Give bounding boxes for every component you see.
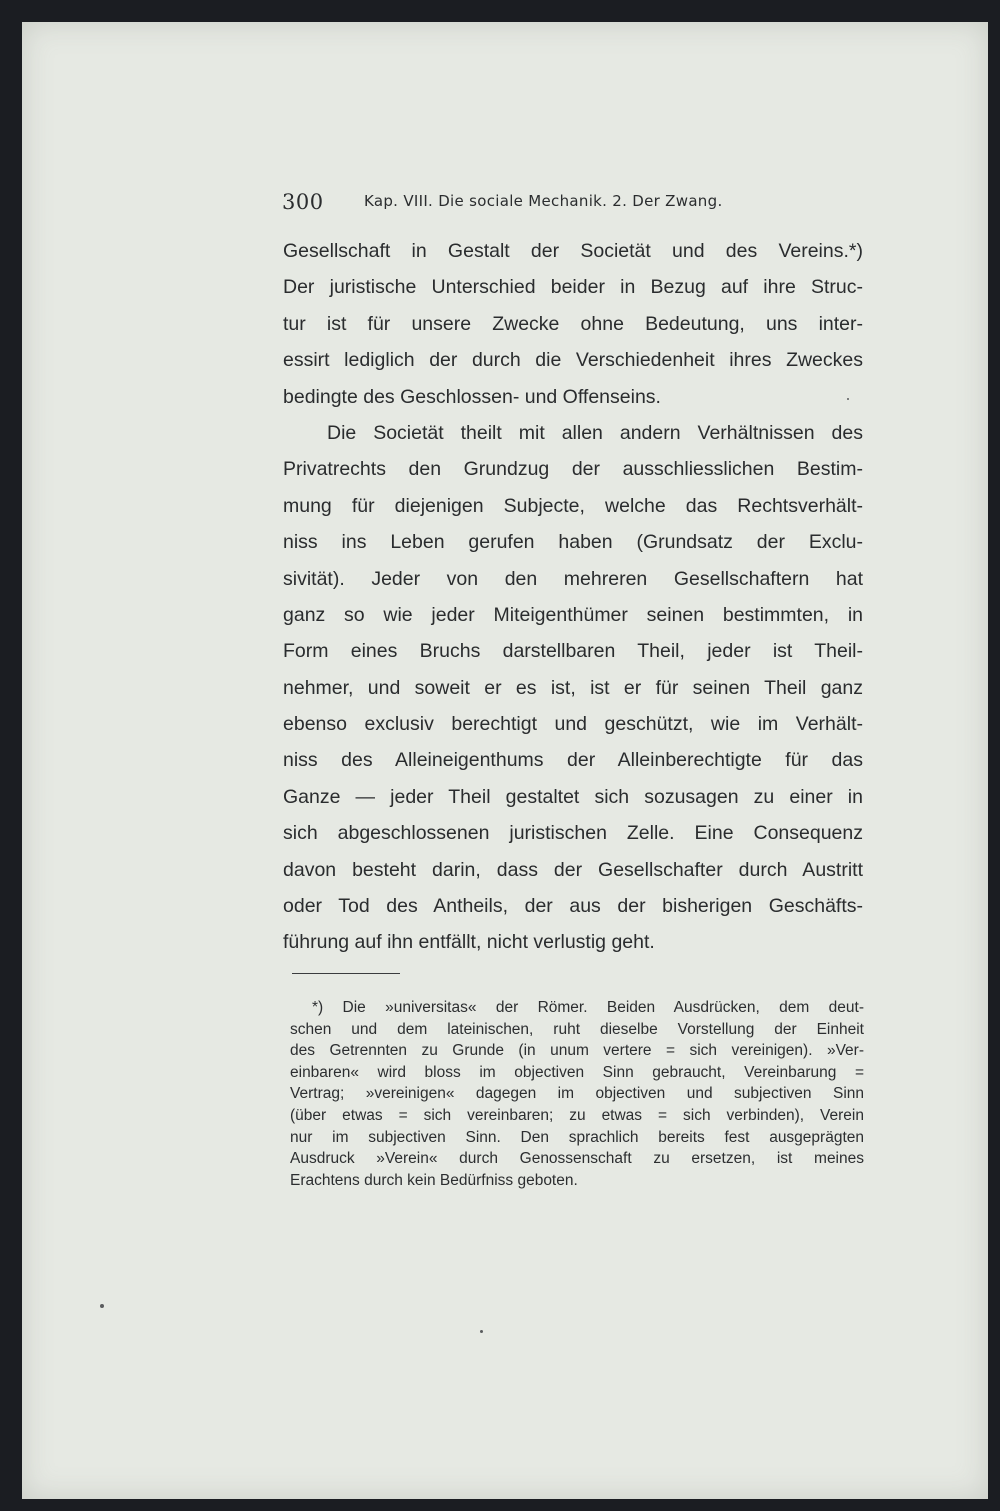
page-number: 300: [282, 190, 324, 214]
text-line: sich abgeschlossenen juristischen Zelle. Eine Consequenz: [283, 822, 863, 845]
text-line: oder Tod des Antheils, der aus der bisherigen Geschäfts-: [283, 895, 863, 918]
paper-speck: [480, 1330, 483, 1333]
text-line: Ganze — jeder Theil gestaltet sich sozusagen zu einer in: [283, 785, 863, 808]
text-line: davon besteht darin, dass der Gesellschafter durch Austritt: [283, 858, 863, 881]
text-line: führung auf ihn entfällt, nicht verlustig geht.: [283, 931, 655, 954]
footnote-line: des Getrennten zu Grunde (in unum vertere = sich vereinigen). »Ver-: [290, 1042, 864, 1060]
text-line: Privatrechts den Grundzug der ausschliesslichen Bestim-: [283, 458, 863, 481]
footnote-divider: [292, 973, 400, 974]
footnote-line: Vertrag; »vereinigen« dagegen im objectiven und subjectiven Sinn: [290, 1085, 864, 1103]
text-line: Gesellschaft in Gestalt der Societät und des Vereins.*): [283, 240, 863, 262]
text-line: Die Societät theilt mit allen andern Verhältnissen des: [327, 421, 863, 444]
text-line: bedingte des Geschlossen- und Offenseins.: [283, 385, 661, 408]
text-line: ganz so wie jeder Miteigenthümer seinen bestimmten, in: [283, 603, 863, 626]
footnote-line: einbaren« wird bloss im objectiven Sinn gebraucht, Vereinbarung =: [290, 1063, 864, 1081]
footnote-line: Erachtens durch kein Bedürfniss geboten.: [290, 1171, 578, 1189]
footnote-line: schen und dem lateinischen, ruht dieselbe Vorstellung der Einheit: [290, 1020, 864, 1038]
text-line: essirt lediglich der durch die Verschiedenheit ihres Zweckes: [283, 349, 863, 372]
footnote: [290, 997, 864, 1191]
text-line: sivität). Jeder von den mehreren Gesellschaftern hat: [283, 567, 863, 590]
footnote-line: (über etwas = sich vereinbaren; zu etwas = sich verbinden), Verein: [290, 1106, 864, 1124]
paper-speck: [100, 1304, 104, 1308]
text-line: Form eines Bruchs darstellbaren Theil, jeder ist Theil-: [283, 640, 863, 663]
text-line: niss des Alleineigenthums der Alleinberechtigte für das: [283, 749, 863, 772]
running-head-title: Kap. VIII. Die sociale Mechanik. 2. Der Zwang.: [364, 192, 723, 210]
main-text: [283, 233, 863, 961]
footnote-line: nur im subjectiven Sinn. Den sprachlich bereits fest ausgeprägten: [290, 1128, 864, 1146]
text-line: nehmer, und soweit er es ist, ist er für seinen Theil ganz: [283, 676, 863, 699]
text-line: ebenso exclusiv berechtigt und geschützt, wie im Verhält-: [283, 713, 863, 736]
text-line: Der juristische Unterschied beider in Bezug auf ihre Struc-: [283, 276, 863, 299]
running-header: [282, 190, 782, 220]
text-line: tur ist für unsere Zwecke ohne Bedeutung, uns inter-: [283, 312, 863, 335]
footnote-line: Ausdruck »Verein« durch Genossenschaft zu ersetzen, ist meines: [290, 1150, 864, 1168]
text-line: niss ins Leben gerufen haben (Grundsatz der Exclu-: [283, 531, 863, 554]
text-line: mung für diejenigen Subjecte, welche das Rechtsverhält-: [283, 494, 863, 517]
footnote-line: *) Die »universitas« der Römer. Beiden Ausdrücken, dem deut-: [312, 999, 864, 1016]
